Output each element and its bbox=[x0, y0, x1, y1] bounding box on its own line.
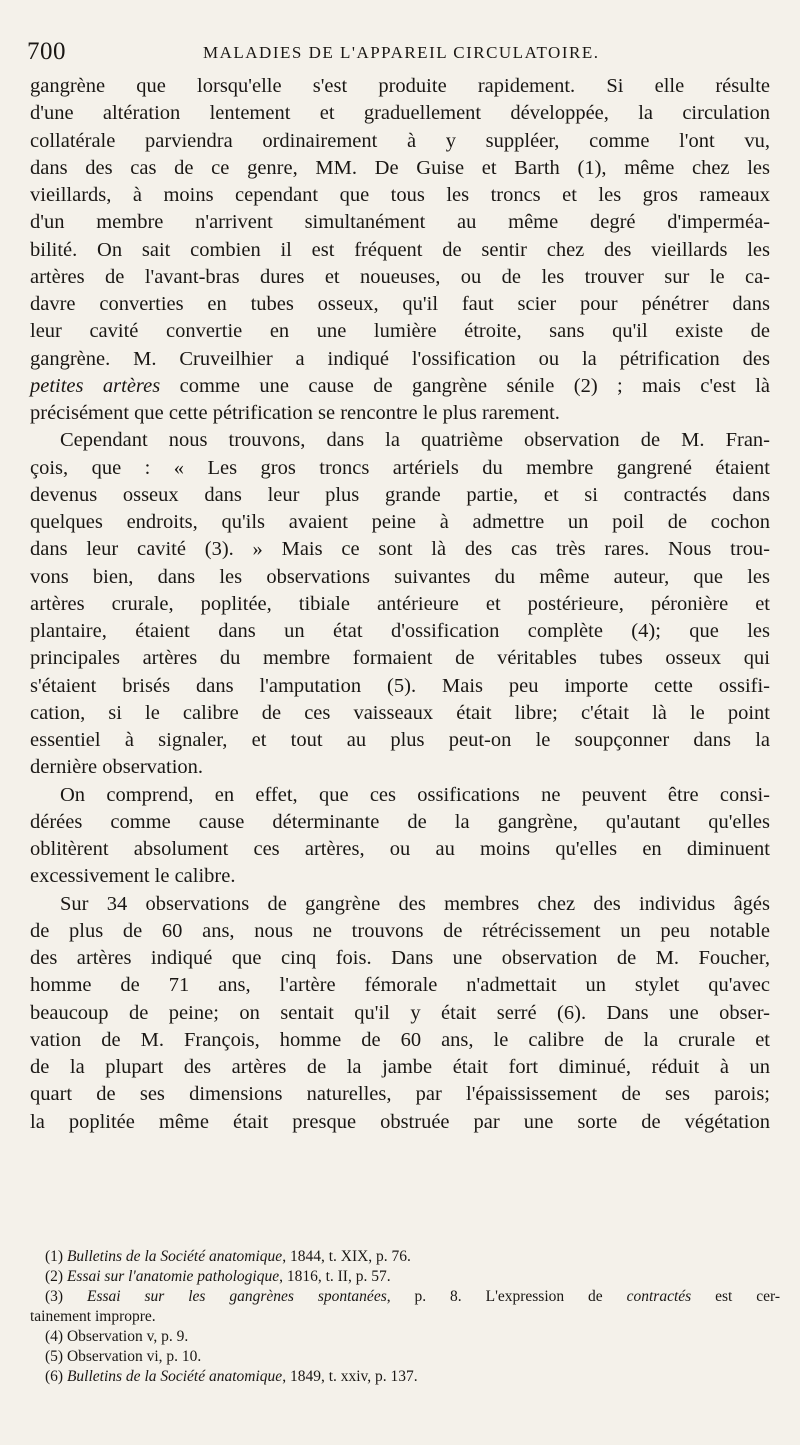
text-line: s'étaient brisés dans l'amputation (5). Mais peu importe cette ossifi- bbox=[30, 674, 770, 697]
footnote-number: (4) bbox=[45, 1328, 64, 1345]
footnote-text: Observation vi, p. 10. bbox=[66, 1348, 202, 1365]
footnote-number: (6) bbox=[45, 1368, 64, 1385]
text-line: gangrène que lorsqu'elle s'est produite rapidement. Si elle résulte bbox=[30, 75, 770, 97]
italic-phrase: petites artères bbox=[30, 374, 161, 397]
text-line: gangrène. M. Cruveilhier a indiqué l'ossification ou la pétrification des bbox=[30, 347, 770, 370]
text-line: oblitèrent absolument ces artères, ou au moins qu'elles en diminuent bbox=[30, 838, 770, 860]
text-line: beaucoup de peine; on sentait qu'il y était serré (6). Dans une obser- bbox=[30, 1001, 770, 1024]
footnote-title: Essai sur l'anatomie pathologique bbox=[66, 1268, 280, 1285]
footnote-3-continued: tainement impropre. bbox=[30, 1308, 156, 1325]
text-line: dérées comme cause déterminante de la gangrène, qu'autant qu'elles bbox=[30, 810, 770, 833]
text-line: dans leur cavité (3). » Mais ce sont là des cas très rares. Nous trou- bbox=[30, 538, 770, 561]
text-line: d'une altération lentement et graduellement développée, la circulation bbox=[30, 102, 770, 125]
text-line: de plus de 60 ans, nous ne trouvons de rétrécissement un peu notable bbox=[30, 919, 770, 942]
footnote-text: , 1849, t. xxiv, p. 137. bbox=[282, 1368, 418, 1385]
text-line: précisément que cette pétrification se rencontre le plus rarement. bbox=[30, 402, 560, 424]
text-line: çois, que : « Les gros troncs artériels du membre gangrené étaient bbox=[30, 456, 770, 479]
running-head: MALADIES DE L'APPAREIL CIRCULATOIRE. bbox=[203, 43, 600, 62]
text-line: la poplitée même était presque obstruée par une sorte de végétation bbox=[30, 1110, 770, 1133]
text-line: quelques endroits, qu'ils avaient peine à admettre un poil de cochon bbox=[30, 511, 770, 533]
page-header bbox=[27, 38, 780, 72]
footnote-5 bbox=[45, 1347, 780, 1367]
text-line: de la plupart des artères de la jambe était fort diminué, réduit à un bbox=[30, 1056, 770, 1078]
text-line: dernière observation. bbox=[30, 756, 204, 779]
footnote-4 bbox=[45, 1327, 780, 1347]
footnote-text: est cer- bbox=[691, 1288, 781, 1305]
body-text bbox=[30, 73, 770, 1136]
footnote-title: Bulletins de la Société anatomique bbox=[66, 1248, 283, 1265]
footnote-2 bbox=[45, 1267, 780, 1287]
text-line: artères crurale, poplitée, tibiale antérieure et postérieure, péronière et bbox=[30, 592, 770, 615]
text-line: On comprend, en effet, que ces ossifications ne peuvent être consi- bbox=[60, 783, 770, 806]
text-line: plantaire, étaient dans un état d'ossification complète (4); que les bbox=[30, 620, 770, 642]
footnote-1 bbox=[45, 1247, 780, 1267]
text-line: des artères indiqué que cinq fois. Dans une observation de M. Foucher, bbox=[30, 947, 770, 969]
footnote-number: (3) bbox=[45, 1288, 64, 1305]
footnote-text: , 1816, t. II, p. 57. bbox=[279, 1268, 391, 1285]
text-line: Cependant nous trouvons, dans la quatrième observation de M. Fran- bbox=[60, 429, 770, 452]
page-number: 700 bbox=[27, 38, 66, 65]
text-line: collatérale parviendra ordinairement à y suppléer, comme l'ont vu, bbox=[30, 129, 770, 152]
footnote-title: Bulletins de la Société anatomique bbox=[66, 1368, 283, 1385]
footnote-number: (1) bbox=[45, 1248, 64, 1265]
footnote-text: , 1844, t. XIX, p. 76. bbox=[282, 1248, 411, 1265]
text-line: vons bien, dans les observations suivantes du même auteur, que les bbox=[30, 565, 770, 588]
text-line: vation de M. François, homme de 60 ans, le calibre de la crurale et bbox=[30, 1028, 770, 1051]
footnote-number: (5) bbox=[45, 1348, 64, 1365]
text-line: Sur 34 observations de gangrène des membres chez des individus âgés bbox=[60, 892, 770, 915]
footnote-italic-word: contractés bbox=[626, 1288, 692, 1305]
text-line: davre converties en tubes osseux, qu'il faut scier pour pénétrer dans bbox=[30, 293, 770, 315]
text-line: excessivement le calibre. bbox=[30, 865, 236, 888]
footnote-title: Essai sur les gangrènes spontanées bbox=[87, 1288, 387, 1305]
text-line: vieillards, à moins cependant que tous les troncs et les gros rameaux bbox=[30, 184, 770, 206]
text-line: leur cavité convertie en une lumière étroite, sans qu'il existe de bbox=[30, 320, 770, 343]
text-line: artères de l'avant-bras dures et noueuses, ou de les trouver sur le ca- bbox=[30, 265, 770, 288]
footnote-number: (2) bbox=[45, 1268, 64, 1285]
text-line: cation, si le calibre de ces vaisseaux était libre; c'était là le point bbox=[30, 701, 770, 724]
text-line: d'un membre n'arrivent simultanément au même degré d'imperméa- bbox=[30, 211, 770, 234]
text-line: essentiel à signaler, et tout au plus peut-on le soupçonner dans la bbox=[30, 729, 770, 751]
footnotes bbox=[30, 1247, 781, 1387]
text-line: dans des cas de ce genre, MM. De Guise et Barth (1), même chez les bbox=[30, 156, 770, 179]
text-line: homme de 71 ans, l'artère fémorale n'admettait un stylet qu'avec bbox=[30, 974, 770, 997]
text-line: principales artères du membre formaient de véritables tubes osseux qui bbox=[30, 647, 770, 670]
footnote-6 bbox=[45, 1367, 780, 1387]
footnote-text: Observation v, p. 9. bbox=[66, 1328, 189, 1345]
footnote-3 bbox=[45, 1287, 780, 1307]
text-line: devenus osseux dans leur plus grande partie, et si contractés dans bbox=[30, 483, 770, 506]
text-line: bilité. On sait combien il est fréquent de sentir chez des vieillards les bbox=[30, 238, 770, 261]
text-line-italic: petites artères comme une cause de gangrène sénile (2) ; mais c'est là bbox=[30, 374, 771, 397]
footnote-text: , p. 8. L'expression de bbox=[386, 1288, 627, 1305]
text-line: quart de ses dimensions naturelles, par l'épaississement de ses parois; bbox=[30, 1083, 770, 1106]
